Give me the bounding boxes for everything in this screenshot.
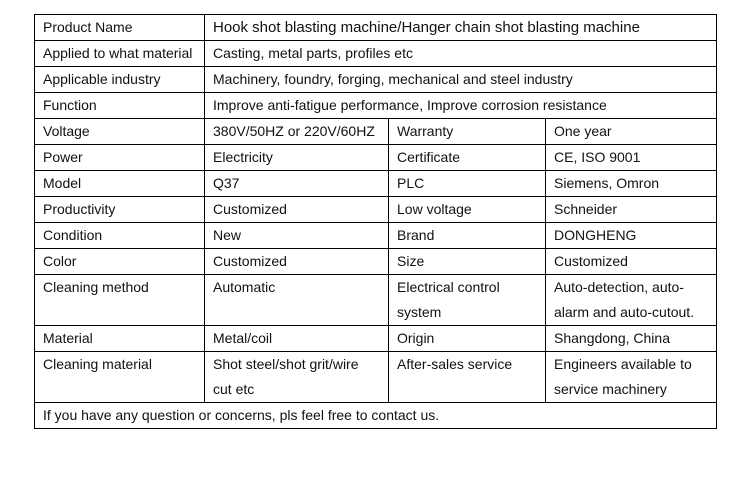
row-value: Auto-detection, auto-alarm and auto-cutout. <box>546 275 717 326</box>
row-label: Cleaning method <box>35 275 205 326</box>
row-value: DONGHENG <box>546 223 717 249</box>
row-label: Origin <box>389 326 546 352</box>
row-value: Customized <box>205 197 389 223</box>
row-label: Size <box>389 249 546 275</box>
row-value: New <box>205 223 389 249</box>
row-label: Voltage <box>35 119 205 145</box>
row-label: Certificate <box>389 145 546 171</box>
row-label: Cleaning material <box>35 352 205 403</box>
row-value: Engineers available to service machinery <box>546 352 717 403</box>
row-label: Warranty <box>389 119 546 145</box>
row-label: Productivity <box>35 197 205 223</box>
row-label: Model <box>35 171 205 197</box>
table-row <box>35 145 717 171</box>
table-row <box>35 171 717 197</box>
row-label: Material <box>35 326 205 352</box>
row-value: Casting, metal parts, profiles etc <box>205 41 717 67</box>
row-label: Product Name <box>35 15 205 41</box>
row-label: Low voltage <box>389 197 546 223</box>
table-row <box>35 352 717 403</box>
table-row <box>35 197 717 223</box>
product-name-value: Hook shot blasting machine/Hanger chain shot blasting machine <box>205 15 717 41</box>
table-row <box>35 223 717 249</box>
row-label: Condition <box>35 223 205 249</box>
row-label: Power <box>35 145 205 171</box>
row-label: Applied to what material <box>35 41 205 67</box>
row-value: Schneider <box>546 197 717 223</box>
table-row <box>35 249 717 275</box>
table-row <box>35 67 717 93</box>
row-label: Color <box>35 249 205 275</box>
row-label: Applicable industry <box>35 67 205 93</box>
row-value: Customized <box>205 249 389 275</box>
row-label: After-sales service <box>389 352 546 403</box>
row-value: Automatic <box>205 275 389 326</box>
row-label: PLC <box>389 171 546 197</box>
table-row <box>35 15 717 41</box>
row-value: One year <box>546 119 717 145</box>
row-value: Metal/coil <box>205 326 389 352</box>
row-value: Q37 <box>205 171 389 197</box>
row-value: CE, ISO 9001 <box>546 145 717 171</box>
row-label: Brand <box>389 223 546 249</box>
product-spec-table <box>34 14 717 429</box>
row-label: Function <box>35 93 205 119</box>
table-row <box>35 275 717 326</box>
table-row <box>35 119 717 145</box>
row-value: Customized <box>546 249 717 275</box>
row-value: Shangdong, China <box>546 326 717 352</box>
row-value: Shot steel/shot grit/wire cut etc <box>205 352 389 403</box>
table-row <box>35 326 717 352</box>
table-row <box>35 403 717 429</box>
table-row <box>35 93 717 119</box>
table-row <box>35 41 717 67</box>
contact-note: If you have any question or concerns, pls feel free to contact us. <box>35 403 717 429</box>
row-label: Electrical control system <box>389 275 546 326</box>
row-value: Improve anti-fatigue performance, Improve corrosion resistance <box>205 93 717 119</box>
row-value: Electricity <box>205 145 389 171</box>
row-value: Siemens, Omron <box>546 171 717 197</box>
row-value: 380V/50HZ or 220V/60HZ <box>205 119 389 145</box>
row-value: Machinery, foundry, forging, mechanical and steel industry <box>205 67 717 93</box>
